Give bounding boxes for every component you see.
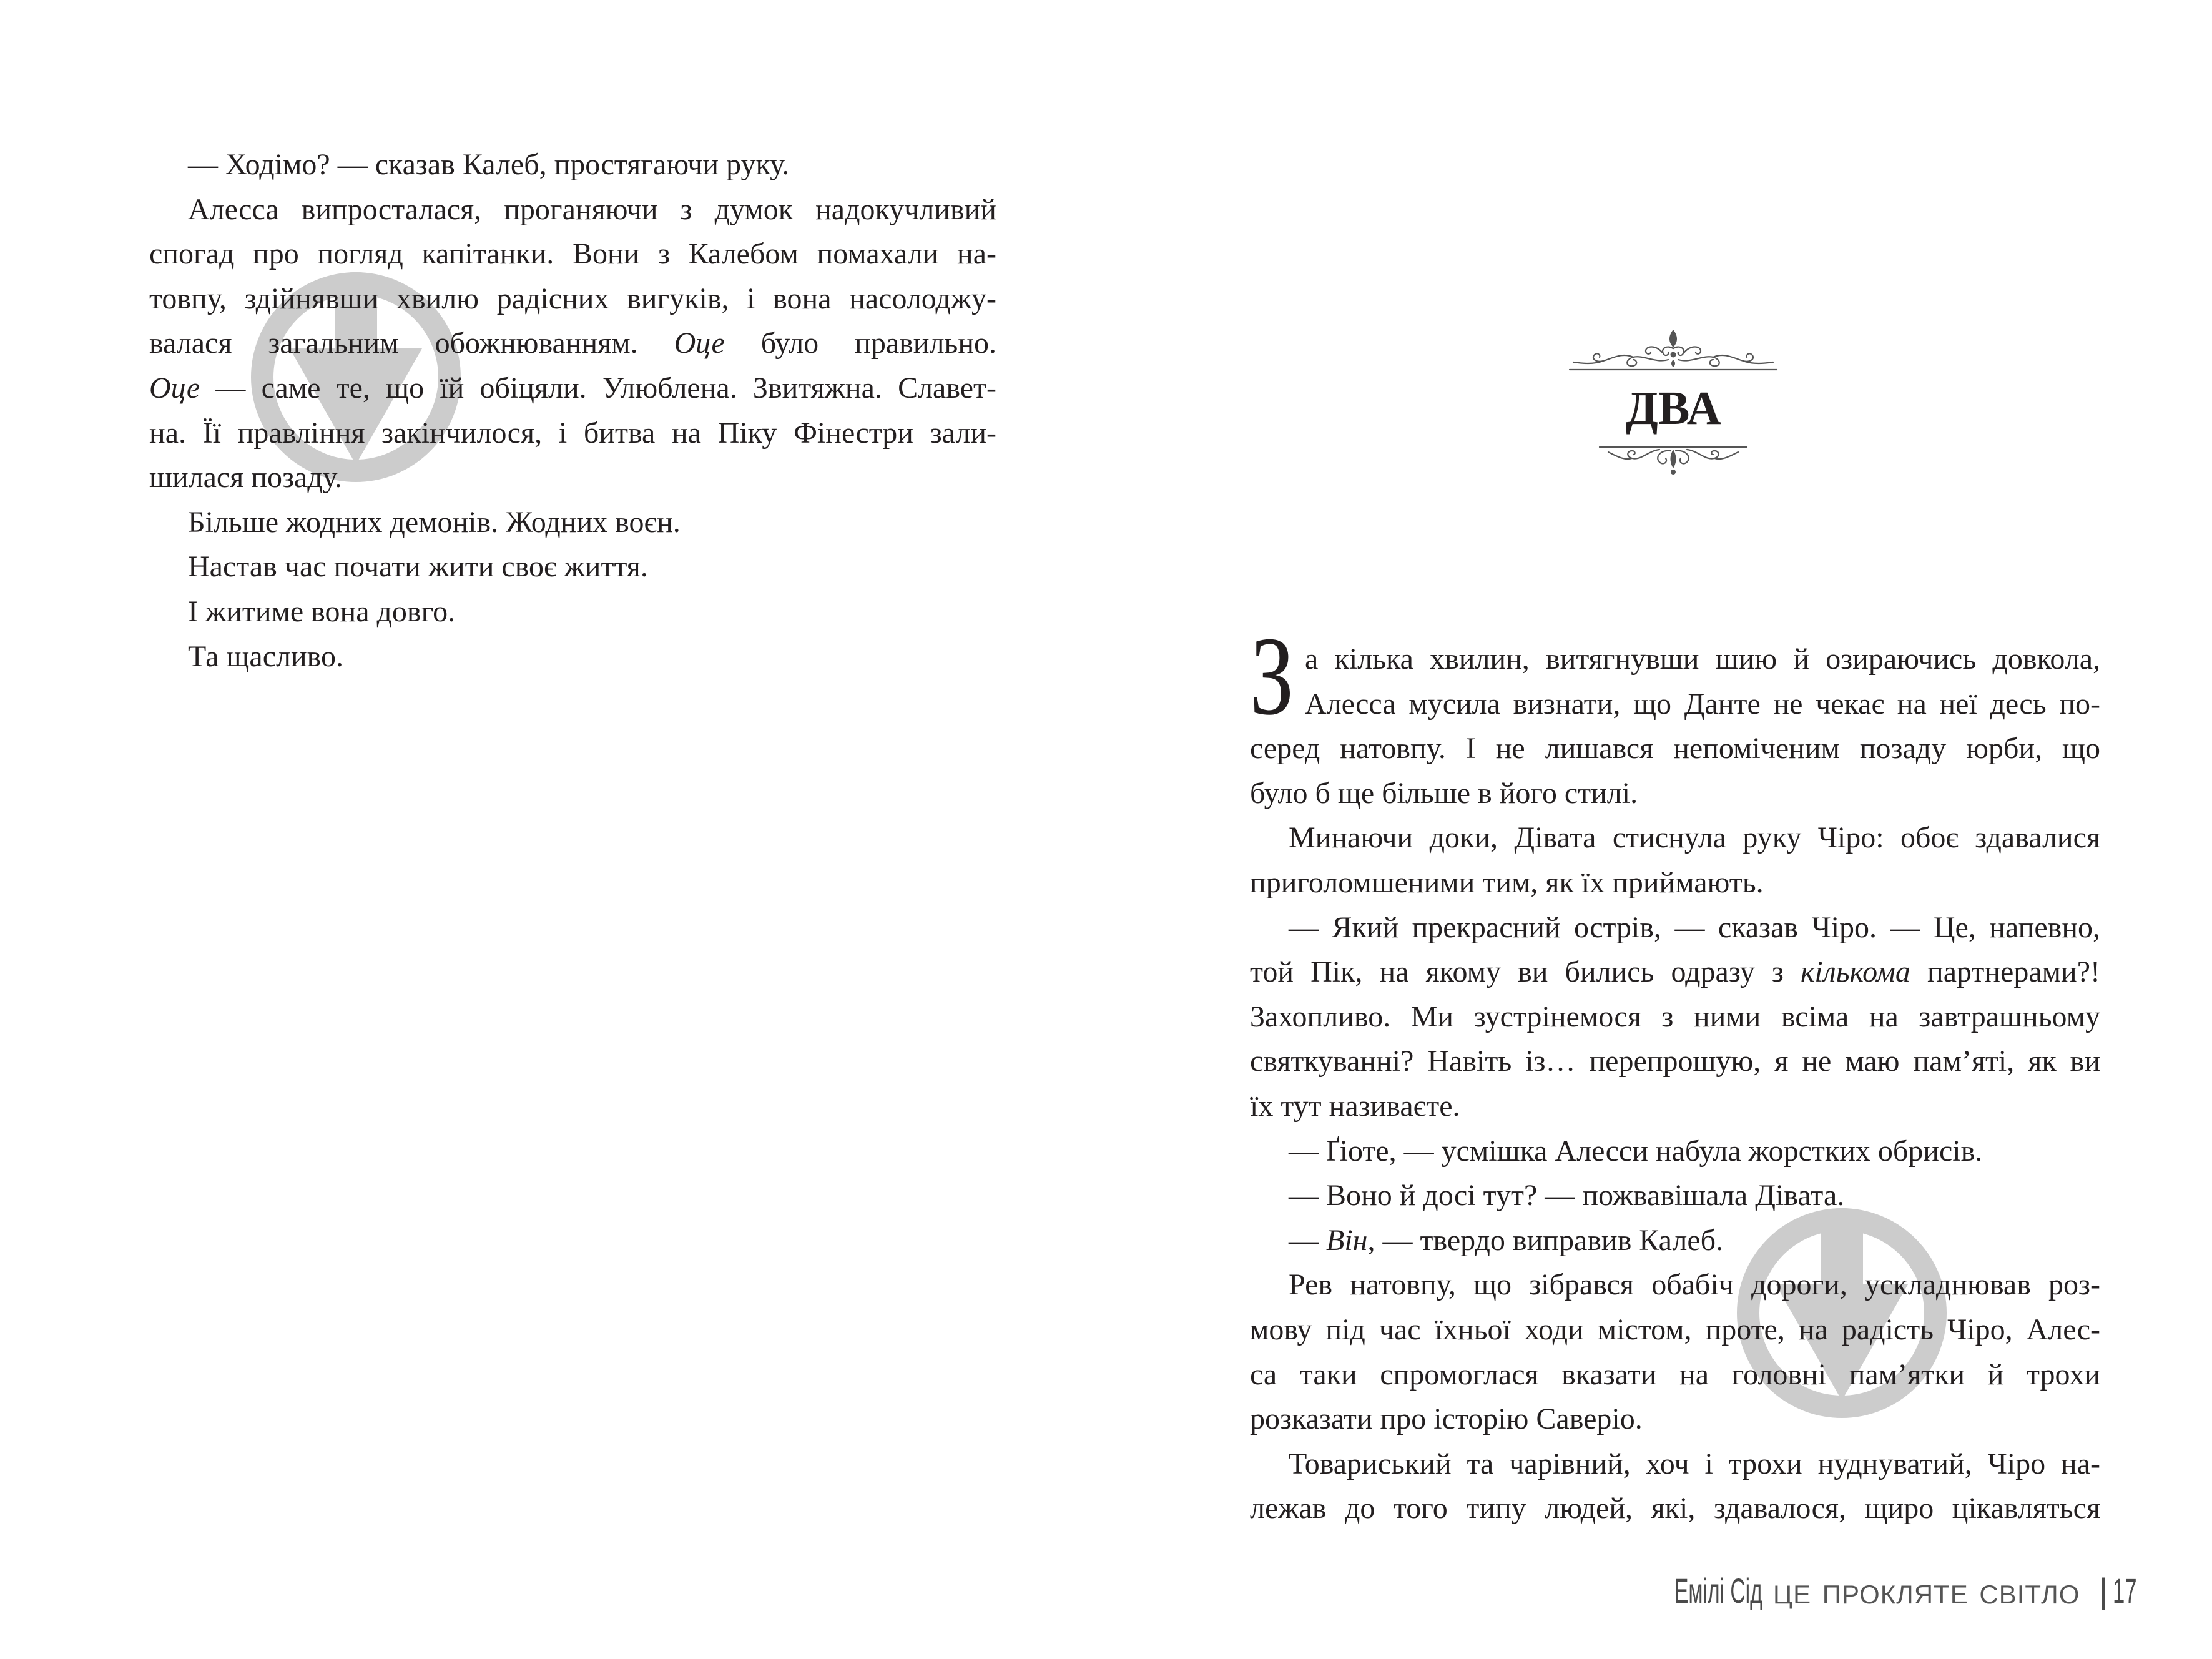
text-line: Рев натовпу, що зібрався обабіч дороги, ускладнював роз- — [1289, 1268, 2100, 1302]
emphasis-text: кількома — [1800, 955, 1910, 989]
chapter-title: ДВА — [1625, 382, 1721, 435]
emphasis-text: Оце — [674, 327, 725, 360]
text-line: Алесса випросталася, проганяючи з думок надокучливий — [188, 192, 996, 226]
text-segment: було правильно. — [724, 327, 997, 360]
text-line: лежав до того типу людей, які, здавалося, щиро цікавляться — [1250, 1492, 2100, 1525]
text-line — [149, 366, 996, 411]
emphasis-text: Він — [1326, 1223, 1368, 1257]
text-line: — Воно й досі тут? — пожвавішала Дівата. — [1289, 1179, 1845, 1213]
chapter-ornament-top-icon — [1568, 327, 1778, 372]
text-line: розказати про історію Саверіо. — [1250, 1402, 1643, 1436]
paragraph — [149, 187, 996, 500]
text-line: Минаючи доки, Дівата стиснула руку Чіро: обоє здавалися — [1289, 821, 2100, 855]
text-segment: валася загальним обожнюванням. — [149, 327, 674, 360]
paragraph — [149, 142, 996, 187]
text-line — [149, 321, 996, 366]
chapter-ornament-bottom-icon — [1597, 442, 1749, 477]
left-page-text — [149, 142, 996, 679]
text-line: Товариський та чарівний, хоч і трохи нуднуватий, Чіро на- — [1289, 1447, 2100, 1480]
text-line: а кілька хвилин, витягнувши шию й озираючись довкола, — [1305, 642, 2100, 676]
footer-separator: | — [2099, 1571, 2108, 1610]
paragraph — [1250, 1173, 2100, 1218]
text-line: спогад про погляд капітанки. Вони з Калебом помахали на- — [149, 237, 996, 271]
text-line: Алесса мусила визнати, що Данте не чекає на неї десь по- — [1305, 687, 2100, 721]
text-segment: партнерами?! — [1910, 955, 2100, 989]
paragraph — [1250, 1218, 2100, 1263]
text-segment: , — твердо виправив Калеб. — [1367, 1223, 1724, 1257]
text-line: їх тут називаєте. — [1250, 1089, 1460, 1123]
footer-book-title: це прокляте світло — [1773, 1570, 2080, 1612]
text-line: приголомшеними тим, як їх приймають. — [1250, 865, 1764, 899]
text-line: Та щасливо. — [188, 639, 343, 673]
paragraph — [1250, 905, 2100, 1129]
text-line: Настав час почати жити своє життя. — [188, 550, 648, 584]
drop-cap: З — [1250, 614, 1294, 738]
text-line: — Ґіоте, — усмішка Алесси набула жорстких обрисів. — [1289, 1134, 1983, 1168]
right-page-text — [1250, 614, 2100, 1531]
paragraph — [1250, 1263, 2100, 1441]
text-line — [1250, 1218, 2100, 1263]
text-line: було б ще більше в його стилі. — [1250, 776, 1638, 810]
text-line: на. Її правління закінчилося, і битва на Піку Фінестри зали- — [149, 416, 996, 450]
text-segment: той Пік, на якому ви бились одразу з — [1250, 955, 1801, 989]
paragraph — [1250, 1129, 2100, 1174]
text-segment: — саме те, що їй обіцяли. Улюблена. Звитяжна. Славет- — [200, 371, 996, 405]
text-line: — Який прекрасний острів, — сказав Чіро. — Це, напевно, — [1289, 910, 2100, 944]
paragraph — [1250, 614, 2100, 815]
text-line: серед натовпу. І не лишався непоміченим позаду юрби, що — [1250, 732, 2100, 766]
text-line: шилася позаду. — [149, 461, 342, 495]
page-number: 17 — [2113, 1571, 2137, 1610]
paragraph — [149, 634, 996, 679]
text-line: са таки спромоглася вказати на головні пам’ятки й трохи — [1250, 1357, 2100, 1391]
text-line: мову під час їхньої ходи містом, проте, на радість Чіро, Алес- — [1250, 1312, 2100, 1346]
paragraph — [1250, 1442, 2100, 1531]
text-line: святкуванні? Навіть із… перепрошую, я не маю пам’яті, як ви — [1250, 1045, 2100, 1078]
paragraph — [149, 544, 996, 589]
emphasis-text: Оце — [149, 371, 200, 405]
text-line: Більше жодних демонів. Жодних воєн. — [188, 505, 681, 539]
text-segment: — — [1289, 1223, 1326, 1257]
paragraph — [149, 589, 996, 634]
text-line: Захопливо. Ми зустрінемося з ними всіма на завтрашньому — [1250, 1000, 2100, 1033]
text-line — [1250, 950, 2100, 995]
text-line: — Ходімо? — сказав Калеб, простягаючи руку. — [188, 148, 790, 181]
footer-author: Емілі Сід — [1674, 1571, 1762, 1610]
text-line: І житиме вона довго. — [188, 594, 456, 628]
paragraph — [1250, 815, 2100, 905]
text-line: товпу, здійнявши хвилю радісних вигуків, і вона насолоджу- — [149, 282, 996, 315]
paragraph — [149, 500, 996, 545]
